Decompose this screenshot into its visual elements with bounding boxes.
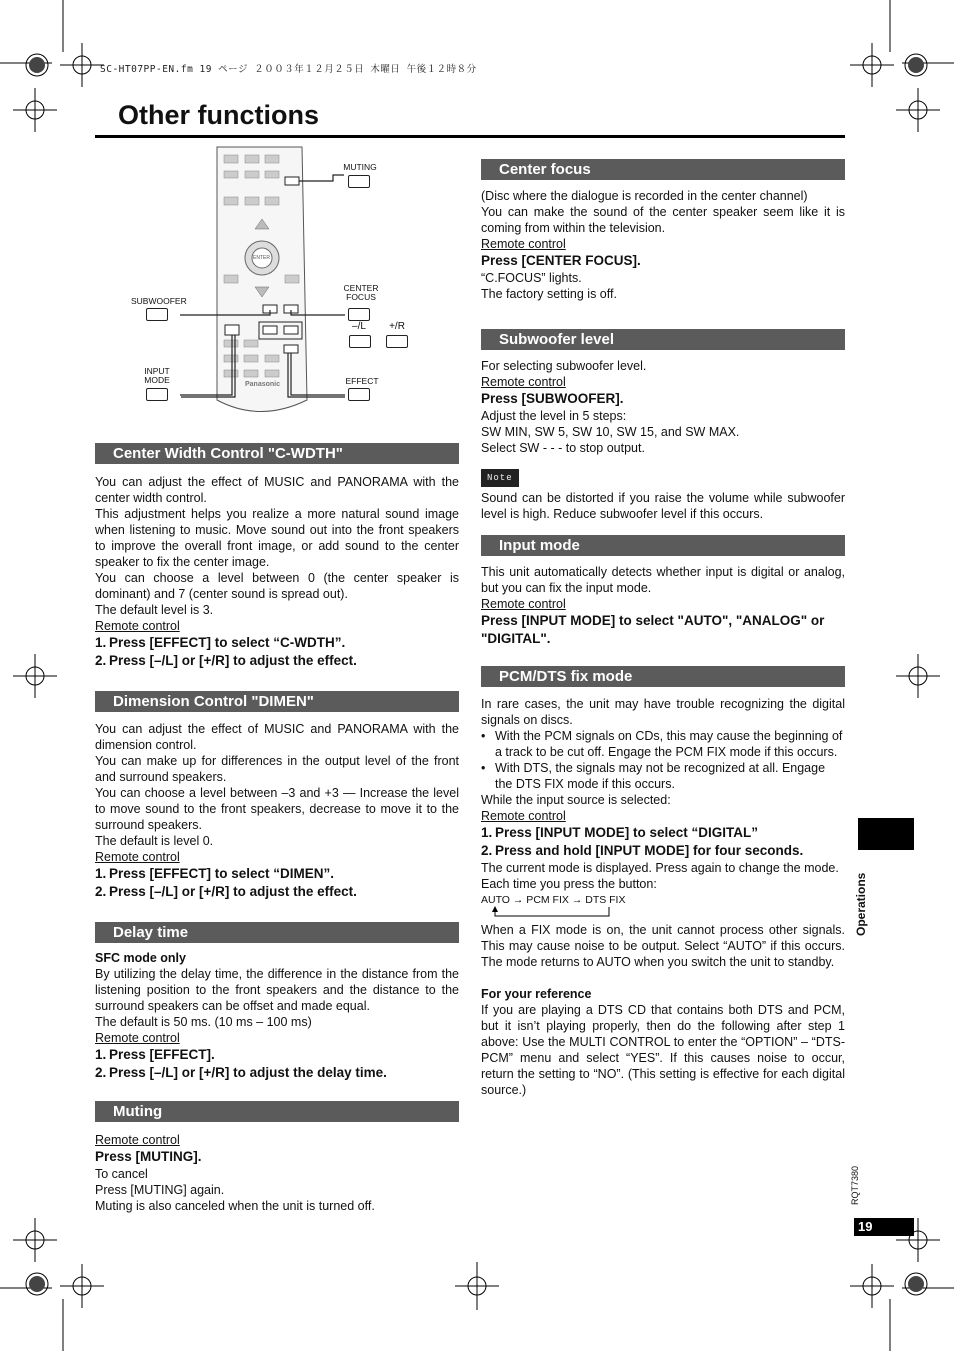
dimen-step-2: 2. Press [–/L] or [+/R] to adjust the effect.	[95, 884, 357, 899]
effect-label: EFFECT	[345, 376, 379, 386]
subwoofer-line-3: Select SW - - - to stop output.	[481, 441, 645, 455]
dimen-p4: The default is level 0.	[95, 834, 214, 848]
file-header-line: SC-HT07PP-EN.fm 19 ページ ２００３年１２月２５日 木曜日 午後１２時８分	[100, 64, 477, 75]
cwdth-p1: You can adjust the effect of MUSIC and PANORAMA with the center width control.	[95, 475, 459, 505]
muting-line-2: Press [MUTING] again.	[95, 1183, 225, 1197]
input-mode-press: Press [INPUT MODE] to select "AUTO", "ANALOG" or "DIGITAL".	[481, 613, 825, 646]
heading-cwdth: Center Width Control "C-WDTH"	[95, 443, 459, 464]
delay-remote-label: Remote control	[95, 1031, 180, 1045]
subwoofer-remote-label: Remote control	[481, 375, 566, 389]
dimen-p3: You can choose a level between –3 and +3 — Increase the level to move sound to the front speakers, decrease to move it to the surround speakers.	[95, 786, 459, 832]
subwoofer-label: SUBWOOFER	[131, 296, 187, 306]
mode-cycle-text: AUTO → PCM FIX → DTS FIX	[481, 894, 626, 906]
section-tab-marker	[858, 818, 914, 850]
muting-line-1: To cancel	[95, 1167, 148, 1181]
pcm-dts-fix-note: When a FIX mode is on, the unit cannot process other signals. This may cause noise to be output. Select “AUTO” if this occurs. The mode returns to AUTO when you switch the unit to standby.	[481, 923, 845, 969]
input-mode-p1: This unit automatically detects whether input is digital or analog, but you can fix the input mode.	[481, 565, 845, 595]
subwoofer-line-2: SW MIN, SW 5, SW 10, SW 15, and SW MAX.	[481, 425, 740, 439]
muting-press: Press [MUTING].	[95, 1149, 202, 1164]
cycle-return-arrow	[481, 906, 621, 920]
subwoofer-note: Sound can be distorted if you raise the volume while subwoofer level is high. Reduce subwoofer level if this occurs.	[481, 491, 845, 521]
subwoofer-press: Press [SUBWOOFER].	[481, 391, 624, 406]
center-focus-label: CENTER FOCUS	[343, 283, 379, 302]
muting-line-3: Muting is also canceled when the unit is turned off.	[95, 1199, 375, 1213]
note-badge: Note	[481, 469, 519, 487]
heading-subwoofer: Subwoofer level	[481, 329, 845, 350]
pcm-dts-bullet-1: • With the PCM signals on CDs, this may cause the beginning of a track to be cut off. Engage the PCM FIX mode if this occurs.	[481, 729, 843, 759]
cwdth-remote-label: Remote control	[95, 619, 180, 633]
input-mode-remote-label: Remote control	[481, 597, 566, 611]
muting-button	[348, 175, 370, 188]
pcm-dts-while: While the input source is selected:	[481, 793, 671, 807]
dimen-p2: You can make up for differences in the output level of the front and surround speakers.	[95, 754, 459, 784]
center-focus-p2: You can make the sound of the center speaker seem like it is coming from within the television.	[481, 205, 845, 235]
input-mode-button	[146, 388, 168, 401]
cwdth-step-1: 1. Press [EFFECT] to select “C-WDTH”.	[95, 635, 346, 650]
pcm-dts-after-1: The current mode is displayed. Press again to change the mode.	[481, 861, 839, 875]
muting-label: MUTING	[343, 162, 377, 172]
pcm-dts-remote-label: Remote control	[481, 809, 566, 823]
center-focus-press: Press [CENTER FOCUS].	[481, 253, 641, 268]
center-focus-line-1: “C.FOCUS” lights.	[481, 271, 582, 285]
pcm-dts-p1: In rare cases, the unit may have trouble recognizing the digital signals on discs.	[481, 697, 845, 727]
remote-diagram	[95, 145, 465, 420]
minus-l-label: –/L	[352, 321, 366, 332]
enter-key-label: ENTER	[253, 255, 270, 261]
pcm-dts-step-2: 2. Press and hold [INPUT MODE] for four seconds.	[481, 843, 804, 858]
center-focus-button	[348, 308, 370, 321]
dimen-step-1: 1. Press [EFFECT] to select “DIMEN”.	[95, 866, 335, 881]
pcm-dts-after-2: Each time you press the button:	[481, 877, 657, 891]
page-number: 19	[854, 1218, 914, 1236]
cwdth-p4: The default level is 3.	[95, 603, 214, 617]
reference-heading: For your reference	[481, 987, 592, 1001]
heading-input-mode: Input mode	[481, 535, 845, 556]
effect-button	[348, 388, 370, 401]
page-title: Other functions	[118, 100, 319, 130]
right-column	[481, 159, 845, 1098]
delay-step-1: 1. Press [EFFECT].	[95, 1047, 215, 1062]
input-mode-label: INPUT MODE	[144, 366, 170, 385]
mode-cycle-diagram	[481, 892, 845, 922]
center-focus-remote-label: Remote control	[481, 237, 566, 251]
doc-code: RQT7380	[850, 1165, 860, 1205]
cwdth-step-2: 2. Press [–/L] or [+/R] to adjust the effect.	[95, 653, 357, 668]
cwdth-p2: This adjustment helps you realize a more natural sound image when listening to music. Move sound out into the front speakers to improve the overall front image, or add sound to the center speaker to fix the center image.	[95, 507, 459, 569]
title-rule	[95, 135, 845, 138]
heading-center-focus: Center focus	[481, 159, 845, 180]
pcm-dts-bullet-2: • With DTS, the signals may not be recognized at all. Engage the DTS FIX mode if this occurs.	[481, 761, 826, 791]
subwoofer-button	[146, 308, 168, 321]
operations-tab-label: Operations	[854, 872, 868, 936]
minus-l-button	[349, 335, 371, 348]
center-focus-p1: (Disc where the dialogue is recorded in the center channel)	[481, 189, 808, 203]
delay-subheading: SFC mode only	[95, 951, 186, 965]
cwdth-p3: You can choose a level between 0 (the center speaker is dominant) and 7 (center sound is spread out).	[95, 571, 459, 601]
subwoofer-p1: For selecting subwoofer level.	[481, 359, 647, 373]
plus-r-button	[386, 335, 408, 348]
dimen-remote-label: Remote control	[95, 850, 180, 864]
delay-p2: The default is 50 ms. (10 ms – 100 ms)	[95, 1015, 312, 1029]
heading-dimen: Dimension Control "DIMEN"	[95, 691, 459, 712]
center-focus-line-2: The factory setting is off.	[481, 287, 617, 301]
brand-logo: Panasonic	[245, 381, 281, 388]
pcm-dts-step-1: 1. Press [INPUT MODE] to select “DIGITAL”	[481, 825, 759, 840]
heading-delay: Delay time	[95, 922, 459, 943]
left-column	[95, 443, 459, 1214]
delay-p1: By utilizing the delay time, the difference in the distance from the listening position to the front speakers and the distance to the surround speakers can be offset and made equal.	[95, 967, 459, 1013]
delay-step-2: 2. Press [–/L] or [+/R] to adjust the delay time.	[95, 1065, 387, 1080]
muting-remote-label: Remote control	[95, 1133, 180, 1147]
subwoofer-line-1: Adjust the level in 5 steps:	[481, 409, 627, 423]
plus-r-label: +/R	[389, 321, 405, 332]
dimen-p1: You can adjust the effect of MUSIC and PANORAMA with the dimension control.	[95, 722, 459, 752]
heading-pcm-dts: PCM/DTS fix mode	[481, 666, 845, 687]
heading-muting: Muting	[95, 1101, 459, 1122]
reference-text: If you are playing a DTS CD that contains both DTS and PCM, but it isn’t playing properly, then do the following after step 1 above: Use the MULTI CONTROL to enter the “OPTION” – “DTS-PCM” menu and select “YES”. If this causes noise to occur, return the setting to “NO”. (This setting is effective for each digital source.)	[481, 1003, 845, 1097]
